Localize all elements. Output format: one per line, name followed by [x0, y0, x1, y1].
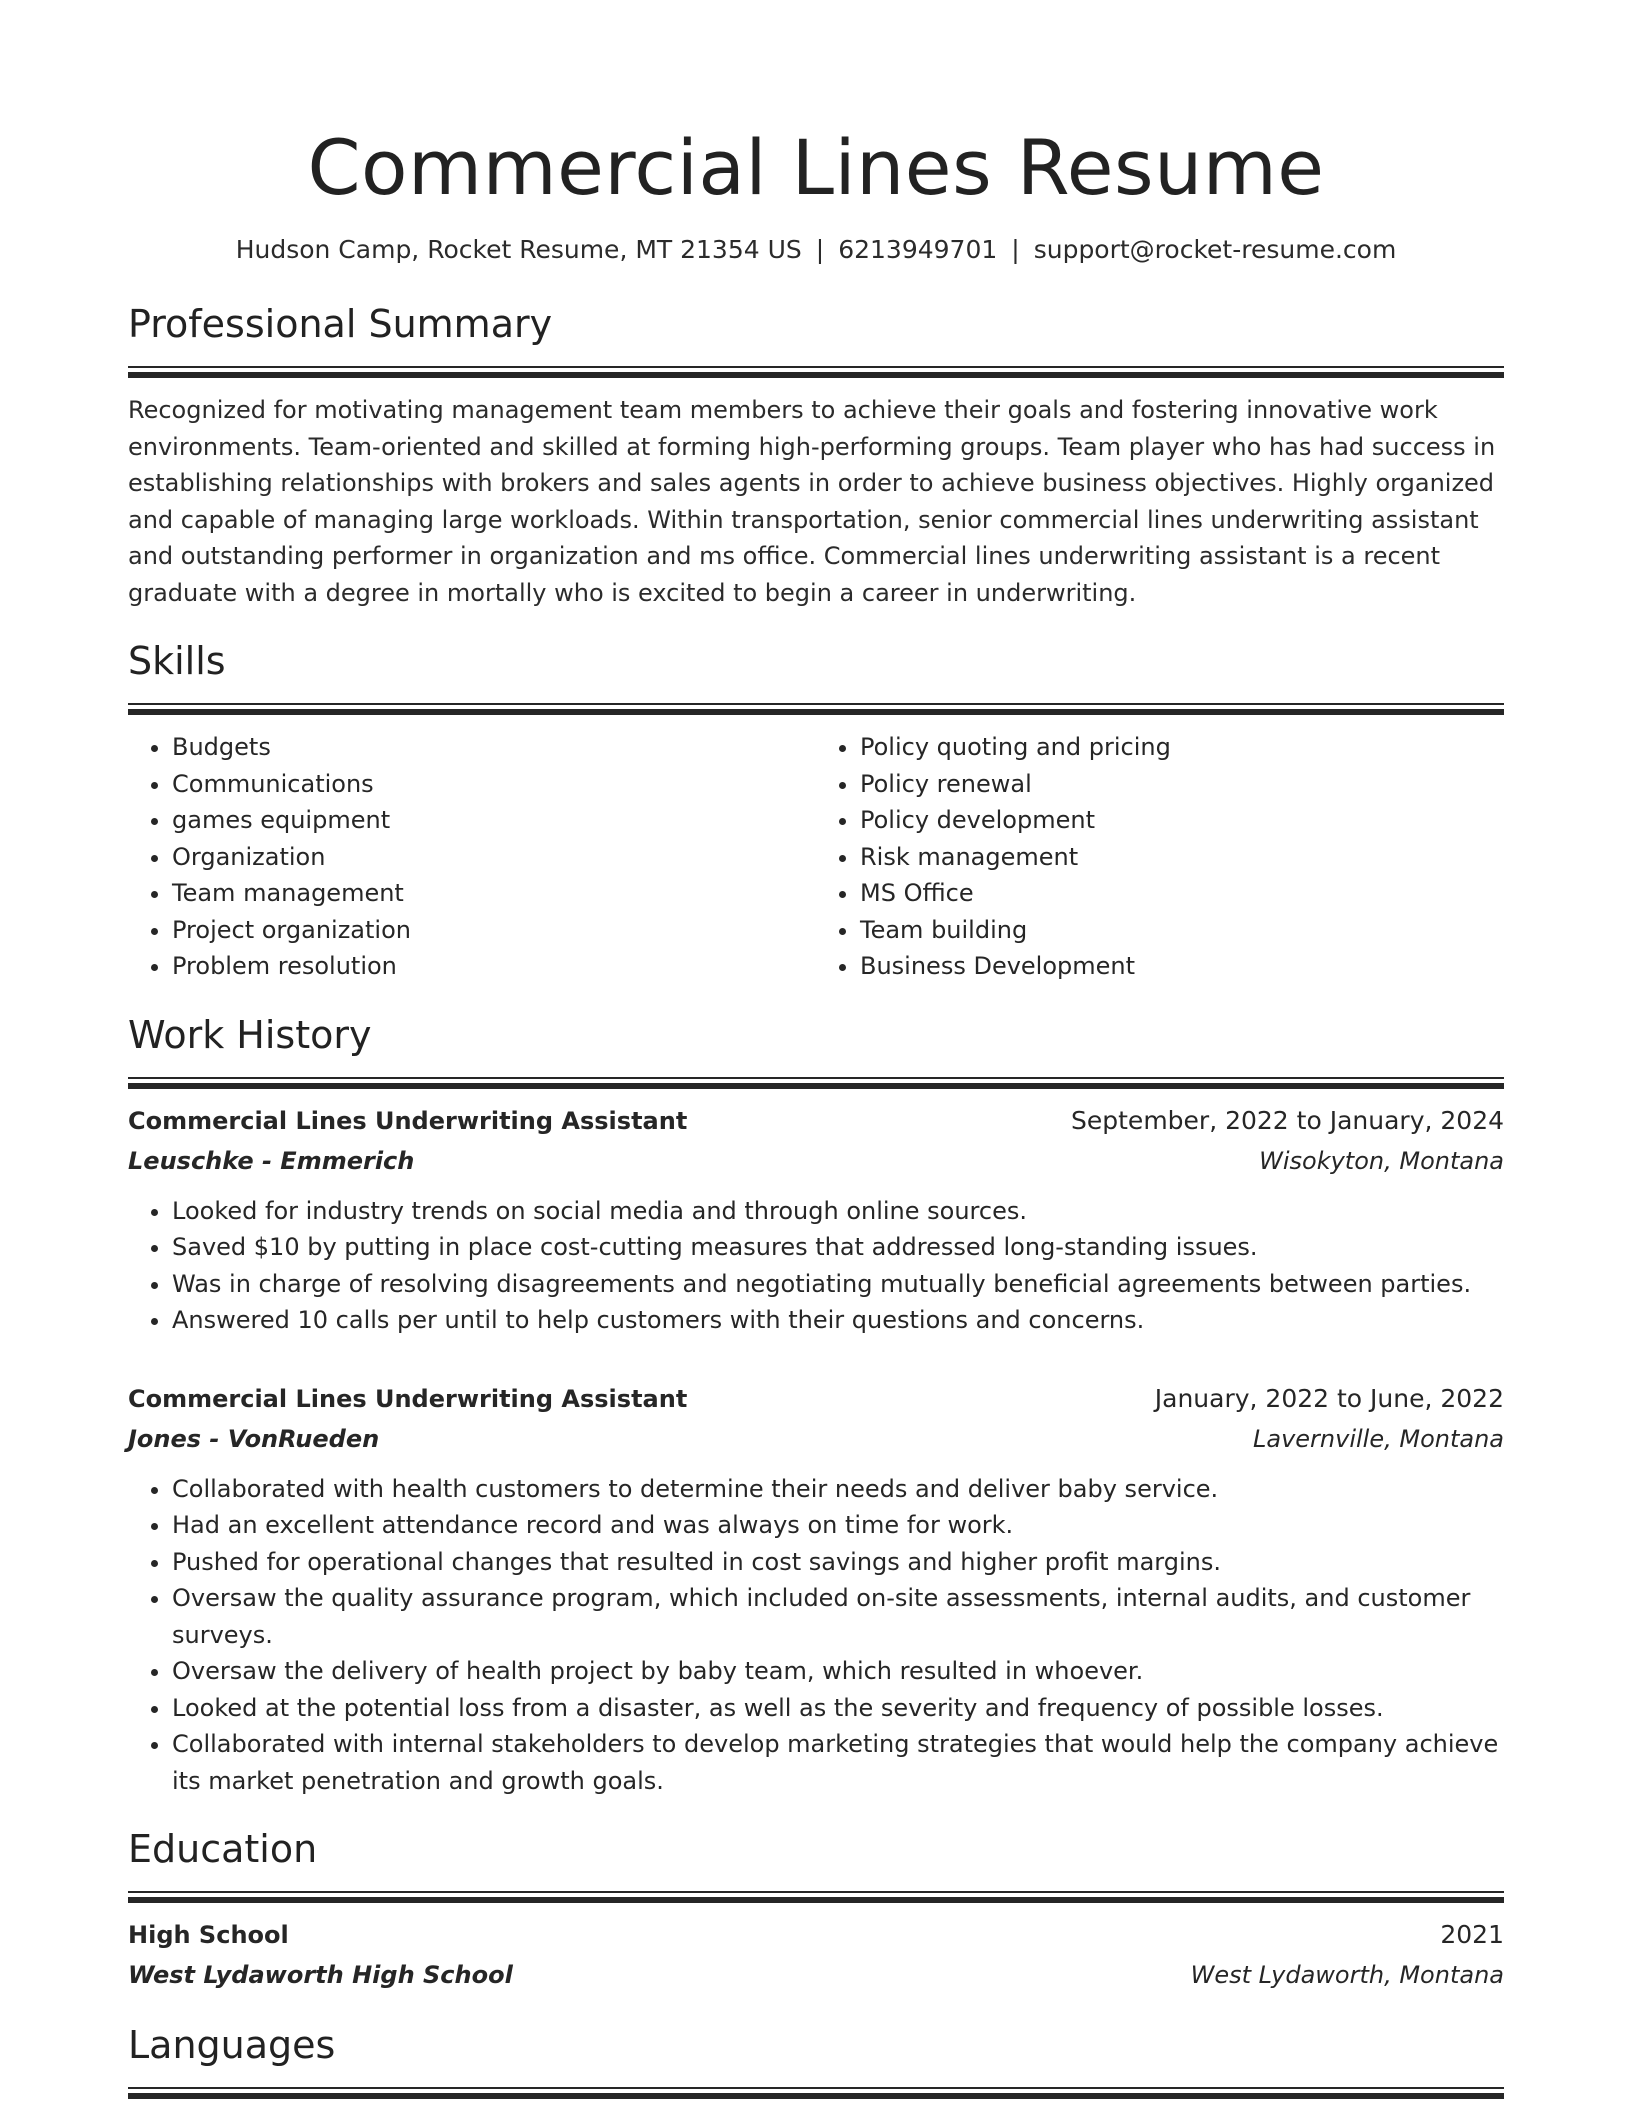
- job-bullets: [128, 1193, 1504, 1339]
- work-history-section: [128, 1011, 1504, 1800]
- job-bullets: [128, 1471, 1504, 1800]
- skill-item: • Risk management: [860, 839, 1504, 876]
- skill-item: • Budgets: [172, 729, 816, 766]
- resume-title: Commercial Lines Resume: [307, 123, 1325, 212]
- skill-item: • Organization: [172, 839, 816, 876]
- summary-section: [128, 300, 1504, 611]
- section-divider: [128, 1891, 1504, 1903]
- job-company: Leuschke - Emmerich: [128, 1146, 415, 1175]
- job-bullet: • Collaborated with health customers to determine their needs and deliver baby service.: [172, 1471, 1504, 1508]
- job-entry: [128, 1101, 1504, 1339]
- job-title: Commercial Lines Underwriting Assistant: [128, 1384, 688, 1413]
- contact-separator: |: [1011, 235, 1020, 264]
- job-bullet: • Saved $10 by putting in place cost-cutting measures that addressed long-standing issues.: [172, 1229, 1504, 1266]
- skill-item: • Team management: [172, 875, 816, 912]
- job-bullet: • Oversaw the quality assurance program, which included on-site assessments, internal audits, and customer surveys.: [172, 1580, 1504, 1653]
- job-title: Commercial Lines Underwriting Assistant: [128, 1106, 688, 1135]
- skill-item: • Project organization: [172, 912, 816, 949]
- job-bullet: • Looked for industry trends on social media and through online sources.: [172, 1193, 1504, 1230]
- skills-section: [128, 637, 1504, 985]
- skill-item: • Team building: [860, 912, 1504, 949]
- skill-item: • Problem resolution: [172, 948, 816, 985]
- skill-item: • Communications: [172, 766, 816, 803]
- job-company-row: [128, 1419, 1504, 1459]
- job-dates: September, 2022 to January, 2024: [1071, 1105, 1504, 1135]
- skills-columns: [128, 729, 1504, 985]
- summary-text: Recognized for motivating management team members to achieve their goals and fostering innovative work environments. Team-oriented and skilled at forming high-performing groups. Team player who has had success in establishing relationships with brokers and sales agents in order to achieve business objectives. Highly organized and capable of managing large workloads. Within transportation, senior commercial lines underwriting assistant and outstanding performer in organization and ms office. Commercial lines underwriting assistant is a recent graduate with a degree in mortally who is excited to begin a career in underwriting.: [128, 396, 1496, 607]
- section-divider: [128, 1077, 1504, 1089]
- summary-heading: Professional Summary: [128, 302, 553, 346]
- job-bullet: • Oversaw the delivery of health project by baby team, which resulted in whoever.: [172, 1653, 1504, 1690]
- education-year: 2021: [1440, 1920, 1504, 1949]
- job-bullet: • Looked at the potential loss from a disaster, as well as the severity and frequency of possible losses.: [172, 1690, 1504, 1727]
- education-degree: High School: [128, 1921, 289, 1949]
- skill-item: • games equipment: [172, 802, 816, 839]
- contact-address: Hudson Camp, Rocket Resume, MT 21354 US: [235, 235, 802, 264]
- job-header-row: [128, 1379, 1504, 1419]
- education-school-row: [128, 1955, 1504, 1995]
- education-school: West Lydaworth High School: [128, 1961, 513, 1989]
- skills-list-right: [816, 729, 1504, 985]
- skill-item: • Policy development: [860, 802, 1504, 839]
- section-divider: [128, 703, 1504, 715]
- contact-line: [128, 232, 1504, 268]
- job-bullet: • Pushed for operational changes that resulted in cost savings and higher profit margins.: [172, 1544, 1504, 1581]
- job-bullet: • Was in charge of resolving disagreements and negotiating mutually beneficial agreements between parties.: [172, 1266, 1504, 1303]
- education-section: [128, 1825, 1504, 1995]
- languages-section: [128, 2021, 1504, 2099]
- section-divider: [128, 366, 1504, 378]
- skill-item: • MS Office: [860, 875, 1504, 912]
- skill-item: • Policy renewal: [860, 766, 1504, 803]
- job-dates: January, 2022 to June, 2022: [1154, 1383, 1504, 1413]
- education-heading: Education: [128, 1827, 318, 1871]
- skills-heading: Skills: [128, 639, 226, 683]
- skill-item: • Business Development: [860, 948, 1504, 985]
- job-bullet: • Had an excellent attendance record and was always on time for work.: [172, 1507, 1504, 1544]
- education-header-row: [128, 1915, 1504, 1955]
- contact-email: support@rocket-resume.com: [1033, 235, 1397, 264]
- skill-item: • Policy quoting and pricing: [860, 729, 1504, 766]
- job-company-row: [128, 1141, 1504, 1181]
- section-divider: [128, 2087, 1504, 2099]
- job-company: Jones - VonRueden: [128, 1424, 380, 1453]
- education-entry: [128, 1915, 1504, 1995]
- resume-page: [128, 118, 1504, 2099]
- job-bullet: • Answered 10 calls per until to help customers with their questions and concerns.: [172, 1302, 1504, 1339]
- education-location: West Lydaworth, Montana: [1190, 1961, 1504, 1989]
- job-location: Lavernville, Montana: [1253, 1424, 1504, 1453]
- job-bullet: • Collaborated with internal stakeholders to develop marketing strategies that would help the company achieve its market penetration and growth goals.: [172, 1726, 1504, 1799]
- contact-separator: |: [815, 235, 825, 264]
- job-entry: [128, 1379, 1504, 1800]
- languages-heading: Languages: [128, 2023, 336, 2067]
- contact-phone: 6213949701: [838, 235, 998, 264]
- work-history-heading: Work History: [128, 1012, 372, 1057]
- job-header-row: [128, 1101, 1504, 1141]
- job-location: Wisokyton, Montana: [1259, 1146, 1504, 1175]
- skills-list-left: [128, 729, 816, 985]
